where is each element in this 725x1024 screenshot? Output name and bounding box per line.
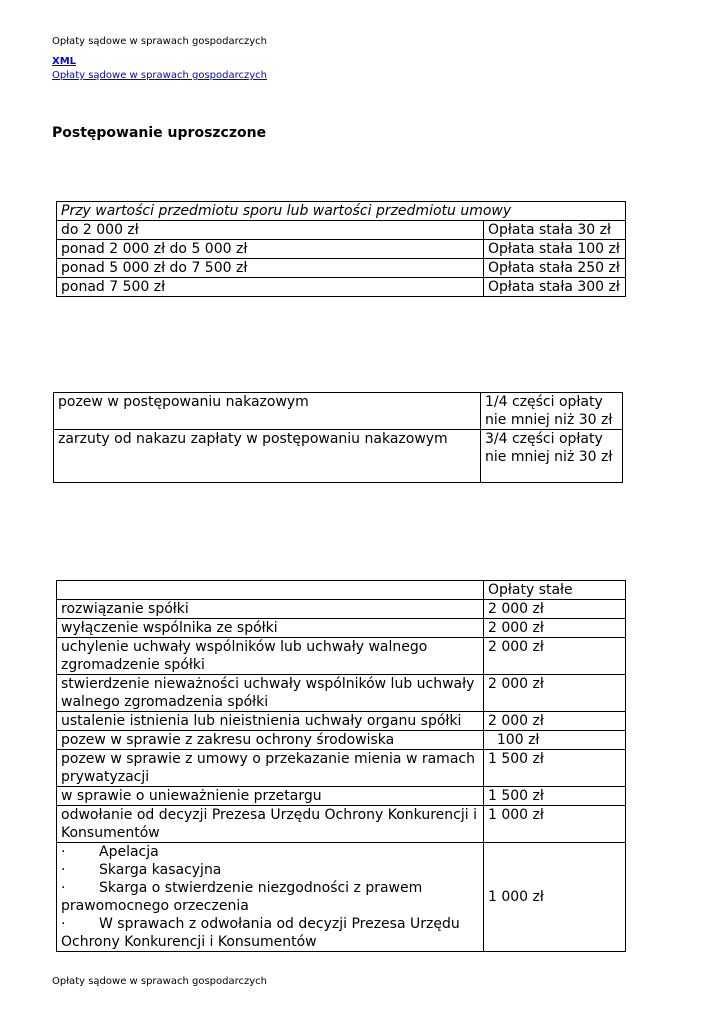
xml-link[interactable]: XML: [52, 56, 77, 67]
fee-cell: [481, 430, 623, 483]
fee-cell: 1 000 zł: [484, 843, 626, 952]
table-row: [57, 581, 626, 600]
fee-cell: Opłata stała 250 zł: [484, 259, 626, 278]
fee-line: 1/4 części opłaty: [485, 394, 603, 410]
table-row: [57, 843, 626, 952]
bullet-mark: ·: [61, 862, 66, 878]
list-item: [61, 915, 479, 951]
table-header-cell: Przy wartości przedmiotu sporu lub wartości przedmiotu umowy: [57, 202, 626, 221]
bullet-mark: ·: [61, 880, 66, 896]
fee-cell: 1 500 zł: [484, 750, 626, 787]
item-cell: rozwiązanie spółki: [57, 600, 484, 619]
fee-cell: 1 500 zł: [484, 787, 626, 806]
item-cell: zarzuty od nakazu zapłaty w postępowaniu nakazowym: [54, 430, 481, 483]
fee-line: 3/4 części opłaty: [485, 431, 603, 447]
table-row: [57, 202, 626, 221]
item-cell: odwołanie od decyzji Prezesa Urzędu Ochrony Konkurencji i Konsumentów: [57, 806, 484, 843]
fee-line: nie mniej niż 30 zł: [485, 412, 613, 428]
table-row: [57, 278, 626, 297]
list-item: [61, 879, 479, 915]
table-row: [57, 600, 626, 619]
table-row: [57, 619, 626, 638]
list-item-text: Skarga o stwierdzenie niezgodności z prawem prawomocnego orzeczenia: [61, 880, 423, 914]
range-cell: do 2 000 zł: [57, 221, 484, 240]
fee-cell: [481, 393, 623, 430]
item-cell: wyłączenie wspólnika ze spółki: [57, 619, 484, 638]
item-cell: pozew w sprawie z zakresu ochrony środowiska: [57, 731, 484, 750]
document-header-title: Opłaty sądowe w sprawach gospodarczych: [52, 36, 268, 47]
table-row: [54, 430, 623, 483]
range-cell: ponad 2 000 zł do 5 000 zł: [57, 240, 484, 259]
table-row: [57, 712, 626, 731]
fixed-fees-table: [56, 580, 626, 952]
item-cell: w sprawie o unieważnienie przetargu: [57, 787, 484, 806]
bullet-list-cell: [57, 843, 484, 952]
table-row: [57, 787, 626, 806]
item-cell: stwierdzenie nieważności uchwały wspólników lub uchwały walnego zgromadzenia spółki: [57, 675, 484, 712]
table-row: [57, 750, 626, 787]
table-row: [54, 393, 623, 430]
list-item: [61, 843, 479, 861]
table-row: [57, 731, 626, 750]
bullet-mark: ·: [61, 916, 66, 932]
table-row: [57, 638, 626, 675]
fee-cell: 2 000 zł: [484, 675, 626, 712]
table-row: [57, 240, 626, 259]
fee-cell: Opłata stała 100 zł: [484, 240, 626, 259]
document-footer-title: Opłaty sądowe w sprawach gospodarczych: [52, 976, 268, 987]
range-cell: ponad 7 500 zł: [57, 278, 484, 297]
fee-cell: 2 000 zł: [484, 619, 626, 638]
table-row: [57, 806, 626, 843]
fee-cell: Opłata stała 30 zł: [484, 221, 626, 240]
table-row: [57, 259, 626, 278]
fees-value-table: [56, 201, 626, 297]
range-cell: ponad 5 000 zł do 7 500 zł: [57, 259, 484, 278]
document-link[interactable]: Opłaty sądowe w sprawach gospodarczych: [52, 70, 268, 81]
fee-cell: 1 000 zł: [484, 806, 626, 843]
item-cell: pozew w postępowaniu nakazowym: [54, 393, 481, 430]
list-item-text: W sprawach z odwołania od decyzji Prezesa Urzędu Ochrony Konkurencji i Konsumentów: [61, 916, 460, 950]
item-cell: uchylenie uchwały wspólników lub uchwały walnego zgromadzenie spółki: [57, 638, 484, 675]
list-item-text: Apelacja: [99, 844, 159, 860]
fee-cell: 2 000 zł: [484, 638, 626, 675]
table-row: [57, 221, 626, 240]
item-cell: pozew w sprawie z umowy o przekazanie mienia w ramach prywatyzacji: [57, 750, 484, 787]
fee-header-cell: Opłaty stałe: [484, 581, 626, 600]
section-heading: Postępowanie uproszczone: [52, 125, 267, 141]
bullet-mark: ·: [61, 844, 66, 860]
fee-cell: 100 zł: [484, 731, 626, 750]
list-item-text: Skarga kasacyjna: [99, 862, 222, 878]
empty-header-cell: [57, 581, 484, 600]
fee-cell: Opłata stała 300 zł: [484, 278, 626, 297]
table-row: [57, 675, 626, 712]
item-cell: ustalenie istnienia lub nieistnienia uchwały organu spółki: [57, 712, 484, 731]
order-procedure-table: [53, 392, 623, 483]
fee-line: nie mniej niż 30 zł: [485, 449, 613, 465]
fee-cell: 2 000 zł: [484, 712, 626, 731]
fee-cell: 2 000 zł: [484, 600, 626, 619]
list-item: [61, 861, 479, 879]
